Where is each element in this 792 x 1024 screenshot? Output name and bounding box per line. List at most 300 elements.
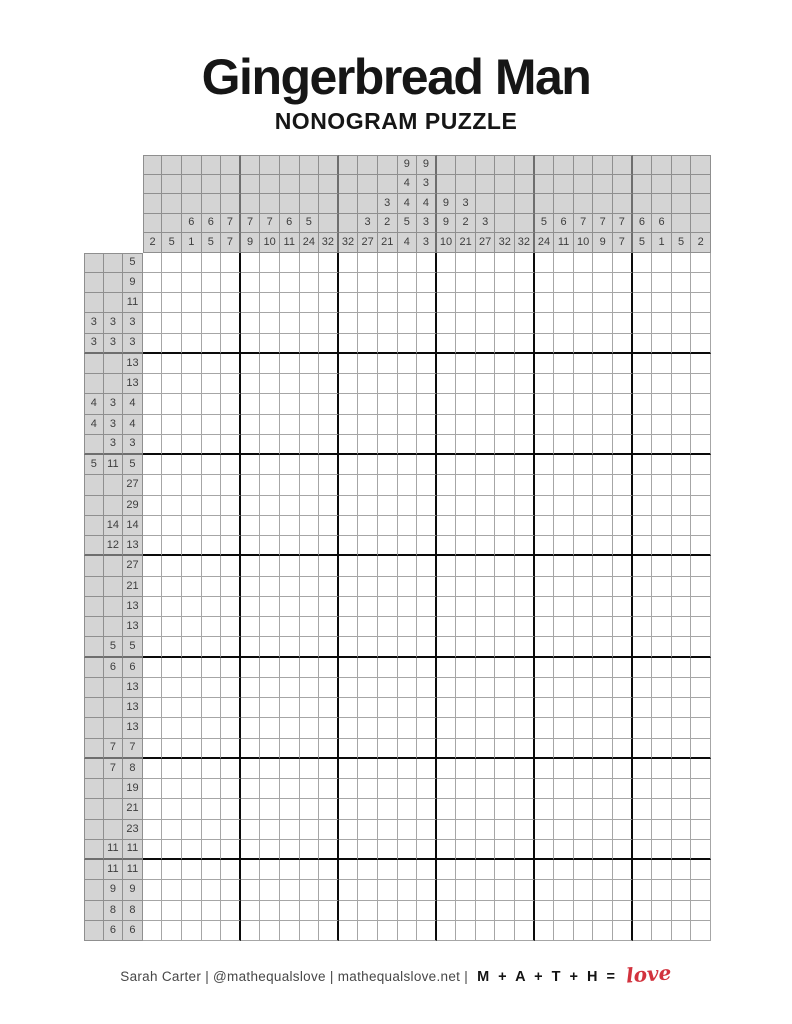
grid-cell[interactable] — [260, 354, 280, 374]
grid-cell[interactable] — [143, 293, 163, 313]
grid-cell[interactable] — [398, 455, 418, 475]
grid-cell[interactable] — [182, 840, 202, 860]
grid-cell[interactable] — [672, 313, 692, 333]
grid-cell[interactable] — [613, 840, 633, 860]
grid-cell[interactable] — [476, 374, 496, 394]
grid-cell[interactable] — [456, 394, 476, 414]
grid-cell[interactable] — [398, 901, 418, 921]
grid-cell[interactable] — [593, 293, 613, 313]
grid-cell[interactable] — [417, 840, 437, 860]
grid-cell[interactable] — [691, 293, 711, 313]
grid-cell[interactable] — [221, 293, 241, 313]
grid-cell[interactable] — [495, 698, 515, 718]
grid-cell[interactable] — [339, 617, 359, 637]
grid-cell[interactable] — [554, 354, 574, 374]
grid-cell[interactable] — [535, 799, 555, 819]
grid-cell[interactable] — [221, 678, 241, 698]
grid-cell[interactable] — [280, 455, 300, 475]
grid-cell[interactable] — [633, 415, 653, 435]
grid-cell[interactable] — [202, 718, 222, 738]
grid-cell[interactable] — [515, 253, 535, 273]
grid-cell[interactable] — [378, 435, 398, 455]
grid-cell[interactable] — [143, 475, 163, 495]
grid-cell[interactable] — [535, 577, 555, 597]
grid-cell[interactable] — [672, 374, 692, 394]
grid-cell[interactable] — [260, 253, 280, 273]
grid-cell[interactable] — [300, 698, 320, 718]
grid-cell[interactable] — [456, 718, 476, 738]
grid-cell[interactable] — [339, 678, 359, 698]
grid-cell[interactable] — [300, 718, 320, 738]
grid-cell[interactable] — [300, 334, 320, 354]
grid-cell[interactable] — [241, 739, 261, 759]
grid-cell[interactable] — [280, 779, 300, 799]
grid-cell[interactable] — [593, 799, 613, 819]
grid-cell[interactable] — [476, 536, 496, 556]
grid-cell[interactable] — [300, 273, 320, 293]
grid-cell[interactable] — [378, 415, 398, 435]
grid-cell[interactable] — [633, 536, 653, 556]
grid-cell[interactable] — [241, 658, 261, 678]
grid-cell[interactable] — [515, 860, 535, 880]
grid-cell[interactable] — [476, 840, 496, 860]
grid-cell[interactable] — [593, 658, 613, 678]
grid-cell[interactable] — [398, 840, 418, 860]
grid-cell[interactable] — [378, 273, 398, 293]
grid-cell[interactable] — [221, 536, 241, 556]
grid-cell[interactable] — [672, 799, 692, 819]
grid-cell[interactable] — [378, 718, 398, 738]
grid-cell[interactable] — [633, 394, 653, 414]
grid-cell[interactable] — [691, 354, 711, 374]
grid-cell[interactable] — [162, 799, 182, 819]
grid-cell[interactable] — [339, 415, 359, 435]
grid-cell[interactable] — [339, 597, 359, 617]
grid-cell[interactable] — [554, 739, 574, 759]
grid-cell[interactable] — [593, 718, 613, 738]
grid-cell[interactable] — [162, 496, 182, 516]
grid-cell[interactable] — [221, 820, 241, 840]
grid-cell[interactable] — [456, 374, 476, 394]
grid-cell[interactable] — [535, 759, 555, 779]
grid-cell[interactable] — [593, 779, 613, 799]
grid-cell[interactable] — [162, 273, 182, 293]
grid-cell[interactable] — [378, 334, 398, 354]
grid-cell[interactable] — [495, 475, 515, 495]
grid-cell[interactable] — [202, 435, 222, 455]
grid-cell[interactable] — [691, 374, 711, 394]
grid-cell[interactable] — [652, 415, 672, 435]
grid-cell[interactable] — [672, 678, 692, 698]
grid-cell[interactable] — [476, 516, 496, 536]
grid-cell[interactable] — [221, 860, 241, 880]
grid-cell[interactable] — [495, 435, 515, 455]
grid-cell[interactable] — [633, 799, 653, 819]
grid-cell[interactable] — [633, 921, 653, 941]
grid-cell[interactable] — [280, 556, 300, 576]
grid-cell[interactable] — [574, 779, 594, 799]
grid-cell[interactable] — [495, 455, 515, 475]
grid-cell[interactable] — [319, 496, 339, 516]
grid-cell[interactable] — [476, 759, 496, 779]
grid-cell[interactable] — [593, 739, 613, 759]
grid-cell[interactable] — [554, 880, 574, 900]
grid-cell[interactable] — [535, 860, 555, 880]
grid-cell[interactable] — [202, 739, 222, 759]
grid-cell[interactable] — [378, 698, 398, 718]
grid-cell[interactable] — [358, 799, 378, 819]
grid-cell[interactable] — [593, 678, 613, 698]
grid-cell[interactable] — [319, 354, 339, 374]
grid-cell[interactable] — [535, 820, 555, 840]
grid-cell[interactable] — [574, 496, 594, 516]
grid-cell[interactable] — [319, 273, 339, 293]
grid-cell[interactable] — [593, 273, 613, 293]
grid-cell[interactable] — [143, 253, 163, 273]
grid-cell[interactable] — [554, 840, 574, 860]
grid-cell[interactable] — [358, 759, 378, 779]
grid-cell[interactable] — [633, 718, 653, 738]
grid-cell[interactable] — [535, 374, 555, 394]
grid-cell[interactable] — [691, 577, 711, 597]
grid-cell[interactable] — [378, 496, 398, 516]
grid-cell[interactable] — [691, 253, 711, 273]
grid-cell[interactable] — [241, 597, 261, 617]
grid-cell[interactable] — [182, 556, 202, 576]
grid-cell[interactable] — [319, 799, 339, 819]
grid-cell[interactable] — [613, 658, 633, 678]
grid-cell[interactable] — [593, 577, 613, 597]
grid-cell[interactable] — [398, 799, 418, 819]
grid-cell[interactable] — [162, 779, 182, 799]
grid-cell[interactable] — [535, 678, 555, 698]
grid-cell[interactable] — [515, 799, 535, 819]
grid-cell[interactable] — [143, 901, 163, 921]
grid-cell[interactable] — [162, 415, 182, 435]
grid-cell[interactable] — [339, 293, 359, 313]
grid-cell[interactable] — [221, 496, 241, 516]
grid-cell[interactable] — [358, 475, 378, 495]
grid-cell[interactable] — [574, 678, 594, 698]
grid-cell[interactable] — [260, 496, 280, 516]
grid-cell[interactable] — [515, 658, 535, 678]
grid-cell[interactable] — [241, 820, 261, 840]
grid-cell[interactable] — [593, 415, 613, 435]
grid-cell[interactable] — [691, 597, 711, 617]
grid-cell[interactable] — [437, 475, 457, 495]
grid-cell[interactable] — [319, 840, 339, 860]
grid-cell[interactable] — [633, 597, 653, 617]
grid-cell[interactable] — [280, 617, 300, 637]
grid-cell[interactable] — [515, 617, 535, 637]
grid-cell[interactable] — [260, 779, 280, 799]
grid-cell[interactable] — [378, 455, 398, 475]
grid-cell[interactable] — [456, 253, 476, 273]
grid-cell[interactable] — [691, 880, 711, 900]
grid-cell[interactable] — [417, 860, 437, 880]
grid-cell[interactable] — [221, 577, 241, 597]
grid-cell[interactable] — [300, 496, 320, 516]
grid-cell[interactable] — [417, 718, 437, 738]
grid-cell[interactable] — [417, 334, 437, 354]
grid-cell[interactable] — [417, 273, 437, 293]
grid-cell[interactable] — [143, 516, 163, 536]
grid-cell[interactable] — [437, 455, 457, 475]
grid-cell[interactable] — [162, 840, 182, 860]
grid-cell[interactable] — [300, 880, 320, 900]
grid-cell[interactable] — [182, 658, 202, 678]
grid-cell[interactable] — [633, 577, 653, 597]
grid-cell[interactable] — [162, 475, 182, 495]
grid-cell[interactable] — [378, 293, 398, 313]
grid-cell[interactable] — [143, 739, 163, 759]
grid-cell[interactable] — [652, 820, 672, 840]
grid-cell[interactable] — [182, 779, 202, 799]
grid-cell[interactable] — [398, 577, 418, 597]
grid-cell[interactable] — [280, 739, 300, 759]
grid-cell[interactable] — [378, 313, 398, 333]
grid-cell[interactable] — [378, 779, 398, 799]
grid-cell[interactable] — [515, 475, 535, 495]
grid-cell[interactable] — [535, 739, 555, 759]
grid-cell[interactable] — [554, 718, 574, 738]
grid-cell[interactable] — [476, 698, 496, 718]
grid-cell[interactable] — [613, 293, 633, 313]
grid-cell[interactable] — [221, 617, 241, 637]
grid-cell[interactable] — [476, 820, 496, 840]
grid-cell[interactable] — [182, 597, 202, 617]
grid-cell[interactable] — [574, 739, 594, 759]
grid-cell[interactable] — [182, 415, 202, 435]
grid-cell[interactable] — [691, 860, 711, 880]
grid-cell[interactable] — [319, 901, 339, 921]
grid-cell[interactable] — [202, 577, 222, 597]
grid-cell[interactable] — [398, 739, 418, 759]
grid-cell[interactable] — [574, 577, 594, 597]
grid-cell[interactable] — [437, 921, 457, 941]
grid-cell[interactable] — [633, 556, 653, 576]
grid-cell[interactable] — [221, 273, 241, 293]
grid-cell[interactable] — [515, 678, 535, 698]
grid-cell[interactable] — [221, 313, 241, 333]
grid-cell[interactable] — [515, 273, 535, 293]
grid-cell[interactable] — [554, 374, 574, 394]
grid-cell[interactable] — [515, 536, 535, 556]
grid-cell[interactable] — [672, 273, 692, 293]
grid-cell[interactable] — [339, 496, 359, 516]
grid-cell[interactable] — [378, 597, 398, 617]
grid-cell[interactable] — [476, 313, 496, 333]
grid-cell[interactable] — [515, 880, 535, 900]
grid-cell[interactable] — [339, 718, 359, 738]
grid-cell[interactable] — [437, 313, 457, 333]
grid-cell[interactable] — [221, 880, 241, 900]
grid-cell[interactable] — [574, 658, 594, 678]
grid-cell[interactable] — [241, 718, 261, 738]
grid-cell[interactable] — [593, 860, 613, 880]
grid-cell[interactable] — [241, 313, 261, 333]
grid-cell[interactable] — [574, 799, 594, 819]
grid-cell[interactable] — [476, 394, 496, 414]
grid-cell[interactable] — [143, 799, 163, 819]
grid-cell[interactable] — [554, 394, 574, 414]
grid-cell[interactable] — [398, 820, 418, 840]
grid-cell[interactable] — [182, 739, 202, 759]
grid-cell[interactable] — [672, 253, 692, 273]
grid-cell[interactable] — [358, 739, 378, 759]
grid-cell[interactable] — [672, 617, 692, 637]
grid-cell[interactable] — [633, 901, 653, 921]
grid-cell[interactable] — [143, 577, 163, 597]
grid-cell[interactable] — [378, 354, 398, 374]
grid-cell[interactable] — [535, 516, 555, 536]
grid-cell[interactable] — [476, 739, 496, 759]
grid-cell[interactable] — [417, 739, 437, 759]
grid-cell[interactable] — [613, 253, 633, 273]
grid-cell[interactable] — [162, 394, 182, 414]
grid-cell[interactable] — [633, 516, 653, 536]
grid-cell[interactable] — [456, 354, 476, 374]
grid-cell[interactable] — [300, 637, 320, 657]
grid-cell[interactable] — [574, 820, 594, 840]
grid-cell[interactable] — [554, 637, 574, 657]
grid-cell[interactable] — [241, 435, 261, 455]
grid-cell[interactable] — [417, 698, 437, 718]
grid-cell[interactable] — [652, 334, 672, 354]
grid-cell[interactable] — [319, 617, 339, 637]
grid-cell[interactable] — [300, 840, 320, 860]
grid-cell[interactable] — [672, 759, 692, 779]
grid-cell[interactable] — [633, 455, 653, 475]
grid-cell[interactable] — [358, 921, 378, 941]
grid-cell[interactable] — [319, 313, 339, 333]
grid-cell[interactable] — [319, 739, 339, 759]
grid-cell[interactable] — [574, 516, 594, 536]
grid-cell[interactable] — [691, 475, 711, 495]
grid-cell[interactable] — [319, 293, 339, 313]
grid-cell[interactable] — [339, 273, 359, 293]
grid-cell[interactable] — [672, 577, 692, 597]
grid-cell[interactable] — [495, 840, 515, 860]
grid-cell[interactable] — [358, 536, 378, 556]
grid-cell[interactable] — [300, 779, 320, 799]
grid-cell[interactable] — [339, 556, 359, 576]
grid-cell[interactable] — [456, 860, 476, 880]
grid-cell[interactable] — [515, 820, 535, 840]
grid-cell[interactable] — [398, 496, 418, 516]
grid-cell[interactable] — [437, 334, 457, 354]
grid-cell[interactable] — [221, 840, 241, 860]
grid-cell[interactable] — [691, 536, 711, 556]
grid-cell[interactable] — [319, 779, 339, 799]
grid-cell[interactable] — [378, 658, 398, 678]
grid-cell[interactable] — [182, 496, 202, 516]
grid-cell[interactable] — [437, 718, 457, 738]
grid-cell[interactable] — [554, 617, 574, 637]
grid-cell[interactable] — [652, 556, 672, 576]
grid-cell[interactable] — [202, 556, 222, 576]
grid-cell[interactable] — [221, 739, 241, 759]
grid-cell[interactable] — [182, 536, 202, 556]
grid-cell[interactable] — [456, 293, 476, 313]
grid-cell[interactable] — [554, 779, 574, 799]
grid-cell[interactable] — [495, 637, 515, 657]
grid-cell[interactable] — [143, 354, 163, 374]
grid-cell[interactable] — [260, 799, 280, 819]
grid-cell[interactable] — [182, 516, 202, 536]
grid-cell[interactable] — [300, 678, 320, 698]
grid-cell[interactable] — [260, 658, 280, 678]
grid-cell[interactable] — [358, 516, 378, 536]
grid-cell[interactable] — [495, 880, 515, 900]
grid-cell[interactable] — [182, 799, 202, 819]
grid-cell[interactable] — [260, 637, 280, 657]
grid-cell[interactable] — [300, 516, 320, 536]
grid-cell[interactable] — [162, 860, 182, 880]
grid-cell[interactable] — [554, 678, 574, 698]
grid-cell[interactable] — [613, 475, 633, 495]
grid-cell[interactable] — [202, 617, 222, 637]
grid-cell[interactable] — [280, 718, 300, 738]
grid-cell[interactable] — [535, 475, 555, 495]
grid-cell[interactable] — [398, 334, 418, 354]
grid-cell[interactable] — [202, 536, 222, 556]
grid-cell[interactable] — [182, 435, 202, 455]
grid-cell[interactable] — [162, 597, 182, 617]
grid-cell[interactable] — [162, 334, 182, 354]
grid-cell[interactable] — [691, 496, 711, 516]
grid-cell[interactable] — [613, 779, 633, 799]
grid-cell[interactable] — [358, 577, 378, 597]
grid-cell[interactable] — [143, 759, 163, 779]
grid-cell[interactable] — [241, 394, 261, 414]
grid-cell[interactable] — [554, 496, 574, 516]
grid-cell[interactable] — [417, 394, 437, 414]
grid-cell[interactable] — [476, 799, 496, 819]
grid-cell[interactable] — [456, 658, 476, 678]
grid-cell[interactable] — [182, 253, 202, 273]
grid-cell[interactable] — [300, 293, 320, 313]
grid-cell[interactable] — [574, 475, 594, 495]
grid-cell[interactable] — [202, 658, 222, 678]
grid-cell[interactable] — [456, 536, 476, 556]
grid-cell[interactable] — [339, 739, 359, 759]
grid-cell[interactable] — [495, 313, 515, 333]
grid-cell[interactable] — [358, 820, 378, 840]
grid-cell[interactable] — [300, 617, 320, 637]
grid-cell[interactable] — [476, 496, 496, 516]
grid-cell[interactable] — [554, 921, 574, 941]
grid-cell[interactable] — [260, 394, 280, 414]
grid-cell[interactable] — [339, 354, 359, 374]
grid-cell[interactable] — [378, 759, 398, 779]
grid-cell[interactable] — [456, 678, 476, 698]
grid-cell[interactable] — [358, 718, 378, 738]
grid-cell[interactable] — [613, 394, 633, 414]
grid-cell[interactable] — [339, 536, 359, 556]
grid-cell[interactable] — [241, 880, 261, 900]
grid-cell[interactable] — [202, 394, 222, 414]
grid-cell[interactable] — [319, 435, 339, 455]
grid-cell[interactable] — [613, 597, 633, 617]
grid-cell[interactable] — [633, 759, 653, 779]
grid-cell[interactable] — [574, 901, 594, 921]
grid-cell[interactable] — [280, 921, 300, 941]
grid-cell[interactable] — [672, 840, 692, 860]
grid-cell[interactable] — [456, 820, 476, 840]
grid-cell[interactable] — [300, 901, 320, 921]
grid-cell[interactable] — [319, 658, 339, 678]
